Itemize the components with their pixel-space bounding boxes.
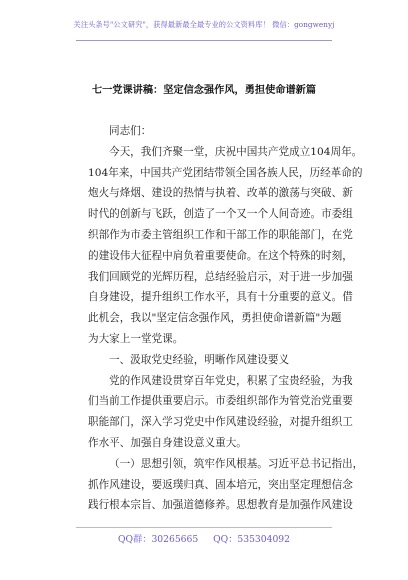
body-line: 时代的创新与飞跃，创造了一个又一个人间奇迹。市委组 bbox=[88, 208, 353, 221]
body-line: 炮火与烽烟、建设的热情与执着、改革的激荡与突破、新 bbox=[88, 187, 353, 200]
body-line: 104年来，中国共产党团结带领全国各族人民，历经革命的 bbox=[88, 166, 363, 179]
body-line: 为大家上一堂党课。 bbox=[88, 332, 184, 345]
body-line: 我们回顾党的光辉历程，总结经验启示，对于进一步加强 bbox=[88, 270, 353, 283]
body-line: 织部作为市委主管组织工作和干部工作的职能部门，在党 bbox=[88, 228, 353, 241]
body-line: 党的作风建设贯穿百年党史，积累了宝贵经验，为我 bbox=[109, 374, 353, 387]
body-line: 一、汲取党史经验，明晰作风建设要义 bbox=[109, 353, 290, 366]
header-banner: 关注头条号"公文研究"，获得最新最全最专业的公文资料库！ 微信：gongwenyj bbox=[73, 20, 335, 29]
body-line: 的建设伟大征程中肩负着重要使命。在这个特殊的时刻， bbox=[88, 249, 353, 262]
body-line: 职能部门，深入学习党史中作风建设经验，对提升组织工 bbox=[88, 416, 353, 429]
body-line: 作水平、加强自身建设意义重大。 bbox=[88, 436, 247, 449]
footer-qq-group: QQ群：30265665 bbox=[118, 534, 199, 545]
footer bbox=[0, 531, 408, 545]
body-line: 今天，我们齐聚一堂，庆祝中国共产党成立104周年。 bbox=[109, 145, 363, 158]
footer-divider bbox=[76, 527, 332, 528]
document-title: 七一党课讲稿：坚定信念强作风，勇担使命谱新篇 bbox=[91, 84, 317, 96]
body-line: 此机会，我以"坚定信念强作风，勇担使命谱新篇"为题 bbox=[88, 312, 342, 325]
footer-qq-contact: QQ：535304092 bbox=[213, 534, 290, 545]
body-line: 抓作风建设，要返璞归真、固本培元，突出坚定理想信念 bbox=[88, 478, 353, 491]
body-line: （一）思想引领，筑牢作风根基。习近平总书记指出， bbox=[109, 457, 364, 470]
body-line: 践行根本宗旨、加强道德修养。思想教育是加强作风建设 bbox=[88, 499, 353, 512]
document-body bbox=[88, 121, 364, 516]
header-divider bbox=[76, 40, 332, 41]
body-line: 同志们： bbox=[109, 125, 152, 137]
body-line: 自身建设，提升组织工作水平，具有十分重要的意义。借 bbox=[88, 291, 353, 304]
body-line: 们当前工作提供重要启示。市委组织部作为管党治党重要 bbox=[88, 395, 353, 408]
